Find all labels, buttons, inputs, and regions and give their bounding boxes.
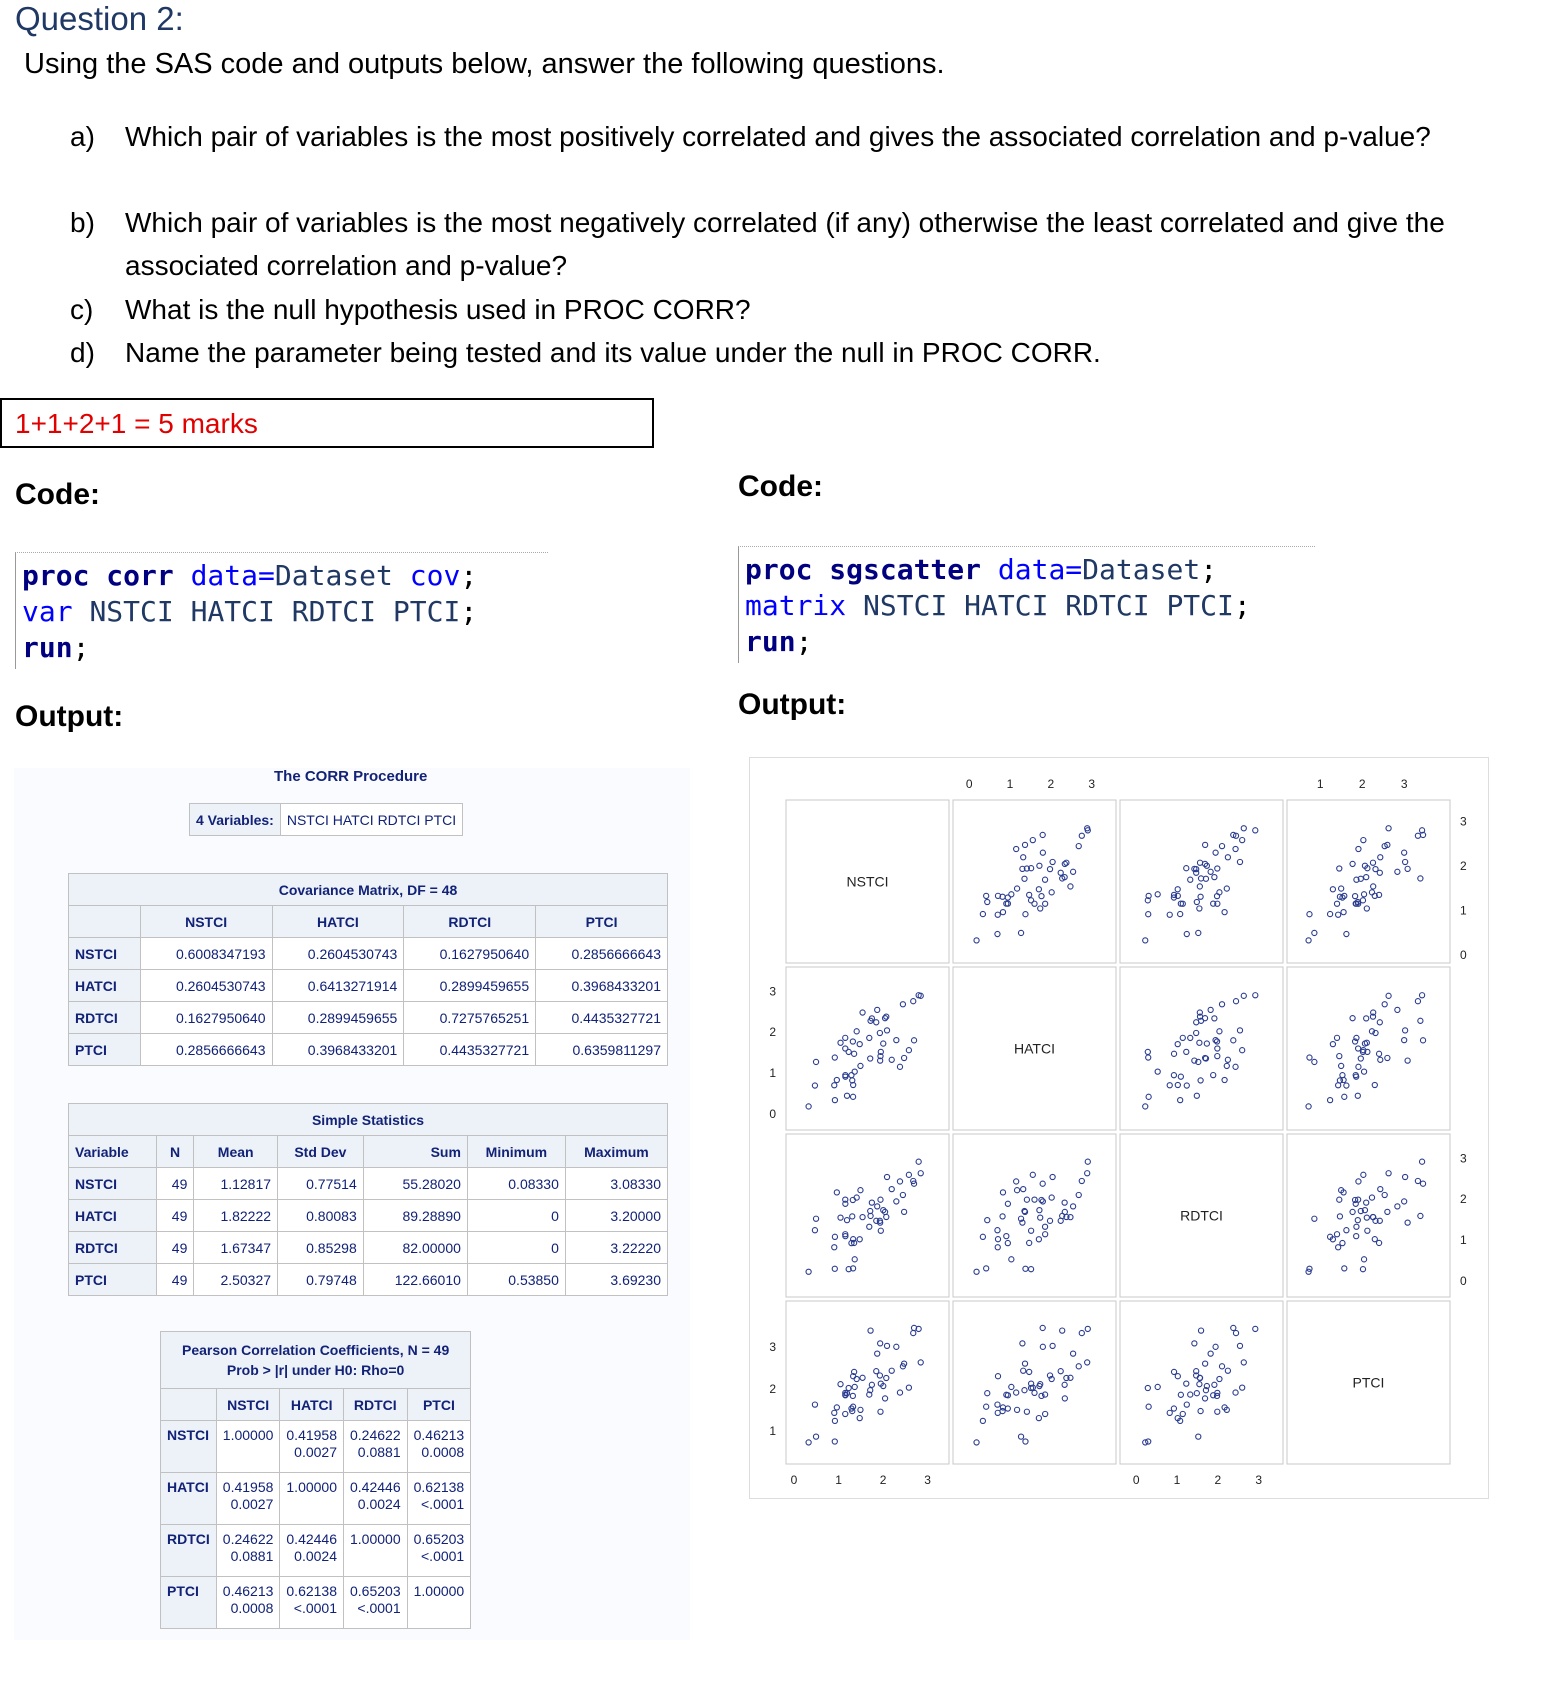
item-label: c) [70, 294, 94, 325]
corr-r: 0.65203 [350, 1583, 401, 1599]
cov-cell: 0.2899459655 [272, 1002, 404, 1034]
item-label: a) [70, 121, 95, 152]
question-item-b [70, 201, 1470, 287]
right-code-block [738, 546, 1315, 663]
row-header: PTCI [69, 1034, 141, 1066]
item-text: Which pair of variables is the most negatively correlated (if any) otherwise the least correlated and give the associated correlation and p-value? [125, 207, 1445, 281]
code-keyword: run [745, 625, 796, 658]
axis-tick-label: 1 [769, 1066, 776, 1080]
stat-cell: 55.28020 [363, 1168, 467, 1200]
row-header: HATCI [69, 970, 141, 1002]
question-item-d [70, 331, 1470, 374]
col-header: Variable [69, 1136, 157, 1168]
code-keyword: proc sgscatter [745, 553, 982, 586]
diagonal-label: NSTCI [846, 873, 889, 890]
axis-tick-label: 2 [1358, 777, 1366, 791]
col-header: NSTCI [140, 906, 272, 938]
cov-cell: 0.3968433201 [536, 970, 668, 1002]
diagonal-label: RDTCI [1180, 1207, 1223, 1224]
code-semicolon: ; [460, 595, 478, 628]
col-header: Std Dev [278, 1136, 364, 1168]
col-header: N [156, 1136, 194, 1168]
corr-cell [407, 1577, 471, 1629]
corr-p: 0.0881 [357, 1444, 401, 1460]
axis-tick-label: 2 [1214, 1473, 1222, 1487]
stat-cell: 89.28890 [363, 1200, 467, 1232]
row-header: RDTCI [69, 1232, 157, 1264]
corr-r: 1.00000 [350, 1531, 401, 1547]
cov-cell: 0.4435327721 [536, 1002, 668, 1034]
table-row [69, 938, 668, 970]
cov-cell: 0.2899459655 [404, 970, 536, 1002]
question-title: Question 2: [15, 0, 184, 37]
corr-cell [280, 1577, 344, 1629]
corr-r: 1.00000 [413, 1583, 465, 1599]
code-keyword: matrix [745, 589, 847, 622]
corr-r: 0.41958 [286, 1427, 337, 1443]
col-header: NSTCI [216, 1389, 280, 1421]
corr-p: 0.0027 [230, 1496, 274, 1512]
table-row [69, 1034, 668, 1066]
corr-p: <.0001 [421, 1496, 465, 1512]
stat-cell: 0.77514 [278, 1168, 364, 1200]
col-header: HATCI [280, 1389, 344, 1421]
stat-cell: 1.82222 [194, 1200, 278, 1232]
corr-p: <.0001 [357, 1600, 401, 1616]
corner-cell [69, 906, 141, 938]
row-header: RDTCI [69, 1002, 141, 1034]
row-header: NSTCI [69, 938, 141, 970]
diagonal-label: HATCI [1014, 1040, 1055, 1057]
axis-tick-label: 1 [1460, 903, 1467, 918]
corr-p: <.0001 [421, 1548, 465, 1564]
item-text: Which pair of variables is the most positively correlated and gives the associated correlation and p-value? [125, 121, 1431, 152]
row-header: HATCI [161, 1473, 217, 1525]
code-keyword: run [22, 631, 73, 664]
corr-r: 0.42446 [286, 1531, 337, 1547]
axis-tick-label: 0 [1460, 948, 1467, 962]
col-header: Maximum [565, 1136, 667, 1168]
code-semicolon: ; [1200, 553, 1218, 586]
cov-cell: 0.7275765251 [404, 1002, 536, 1034]
corr-r: 0.65203 [413, 1531, 465, 1547]
left-code-header: Code: [15, 478, 100, 511]
variables-table [189, 803, 463, 836]
axis-tick-label: 1 [769, 1423, 776, 1438]
stat-cell: 3.22220 [565, 1232, 667, 1264]
stat-cell: 0.79748 [278, 1264, 364, 1296]
code-option: data= [190, 559, 275, 592]
item-label: b) [70, 207, 95, 238]
corr-cell [216, 1525, 280, 1577]
cov-cell: 0.6008347193 [140, 938, 272, 970]
scatter-matrix-svg [750, 758, 1488, 1498]
matrix-cell [1287, 800, 1450, 963]
col-header: Sum [363, 1136, 467, 1168]
code-semicolon: ; [1233, 589, 1251, 622]
cov-cell: 0.6413271914 [272, 970, 404, 1002]
axis-tick-label: 2 [879, 1473, 887, 1487]
code-semicolon: ; [460, 559, 478, 592]
axis-tick-label: 3 [1255, 1473, 1263, 1487]
question-intro: Using the SAS code and outputs below, answer the following questions. [24, 48, 945, 80]
axis-tick-label: 2 [769, 1025, 776, 1040]
corr-cell [344, 1525, 408, 1577]
corr-p: 0.0024 [294, 1548, 337, 1564]
axis-tick-label: 1 [1316, 777, 1324, 791]
simple-statistics-table [68, 1103, 668, 1296]
row-header: PTCI [69, 1264, 157, 1296]
col-header: HATCI [272, 906, 404, 938]
proc-title: The CORR Procedure [274, 768, 428, 785]
axis-tick-label: 3 [924, 1473, 931, 1487]
corr-cell [216, 1421, 280, 1473]
code-vars: NSTCI HATCI RDTCI PTCI [89, 595, 461, 628]
question-item-c [70, 288, 1470, 331]
axis-tick-label: 2 [1047, 777, 1055, 791]
corr-cell [280, 1473, 344, 1525]
axis-tick-label: 1 [1173, 1473, 1181, 1487]
corr-cell [344, 1473, 408, 1525]
corr-p: 0.0008 [230, 1600, 274, 1616]
table-row [69, 1264, 668, 1296]
left-code-block [15, 552, 548, 669]
row-header: PTCI [161, 1577, 217, 1629]
table-row [69, 970, 668, 1002]
stat-cell: 0.85298 [278, 1232, 364, 1264]
corr-p: 0.0024 [357, 1496, 401, 1512]
stat-cell: 0 [467, 1232, 565, 1264]
col-header: PTCI [407, 1389, 471, 1421]
cov-cell: 0.3968433201 [272, 1034, 404, 1066]
table-row [161, 1525, 471, 1577]
code-option: cov [409, 559, 461, 592]
table-row [69, 1168, 668, 1200]
stat-cell: 2.50327 [194, 1264, 278, 1296]
cov-cell: 0.2856666643 [140, 1034, 272, 1066]
axis-tick-label: 0 [1132, 1473, 1140, 1487]
stat-cell: 0.80083 [278, 1200, 364, 1232]
row-header: NSTCI [69, 1168, 157, 1200]
pearson-caption-line1: Pearson Correlation Coefficients, N = 49 [181, 1342, 450, 1358]
corr-r: 0.46213 [222, 1583, 274, 1599]
corr-r: 0.24622 [350, 1427, 401, 1443]
corr-p: 0.0008 [421, 1444, 465, 1460]
corr-cell [344, 1421, 408, 1473]
simple-caption: Simple Statistics [69, 1104, 668, 1136]
matrix-cell [786, 1301, 949, 1464]
row-header: HATCI [69, 1200, 157, 1232]
table-row [161, 1473, 471, 1525]
cov-cell: 0.6359811297 [536, 1034, 668, 1066]
corr-cell [216, 1577, 280, 1629]
matrix-cell [1120, 967, 1283, 1130]
stat-cell: 0.53850 [467, 1264, 565, 1296]
col-header: PTCI [536, 906, 668, 938]
variables-label: 4 Variables: [190, 804, 281, 836]
col-header: RDTCI [404, 906, 536, 938]
pearson-caption-line2: Prob > |r| under H0: Rho=0 [226, 1362, 405, 1378]
stat-cell: 0 [467, 1200, 565, 1232]
corr-r: 1.00000 [222, 1427, 274, 1443]
axis-tick-label: 1 [835, 1473, 842, 1487]
corr-cell [344, 1577, 408, 1629]
pearson-table [160, 1331, 471, 1629]
corr-r: 0.62138 [413, 1479, 465, 1495]
code-vars: NSTCI HATCI RDTCI PTCI [863, 589, 1234, 622]
axis-tick-label: 2 [1460, 858, 1467, 873]
code-semicolon: ; [72, 631, 90, 664]
table-row [69, 1232, 668, 1264]
code-keyword: proc corr [22, 559, 174, 592]
axis-tick-label: 0 [769, 1106, 776, 1121]
right-code-header: Code: [738, 470, 823, 503]
table-row [161, 1421, 471, 1473]
corr-r: 0.46213 [413, 1427, 465, 1443]
stat-cell: 3.08330 [565, 1168, 667, 1200]
marks-text: 1+1+2+1 = 5 marks [15, 408, 258, 439]
code-semicolon: ; [795, 625, 813, 658]
stat-cell: 3.20000 [565, 1200, 667, 1232]
cov-cell: 0.2604530743 [140, 970, 272, 1002]
axis-tick-label: 3 [769, 1339, 776, 1354]
axis-tick-label: 3 [769, 984, 776, 999]
col-header: Mean [194, 1136, 278, 1168]
item-text: What is the null hypothesis used in PROC CORR? [125, 294, 751, 325]
corr-r: 1.00000 [286, 1479, 337, 1495]
axis-tick-label: 0 [790, 1473, 798, 1487]
axis-tick-label: 0 [965, 777, 973, 791]
code-value: Dataset [274, 559, 393, 592]
axis-tick-label: 3 [1400, 777, 1408, 791]
cov-cell: 0.1627950640 [140, 1002, 272, 1034]
corr-cell [407, 1421, 471, 1473]
corr-r: 0.42446 [350, 1479, 401, 1495]
corr-cell [407, 1473, 471, 1525]
row-header: RDTCI [161, 1525, 217, 1577]
item-label: d) [70, 337, 95, 368]
stat-cell: 1.12817 [194, 1168, 278, 1200]
cov-cell: 0.1627950640 [404, 938, 536, 970]
stat-cell: 3.69230 [565, 1264, 667, 1296]
stat-cell: 49 [156, 1168, 194, 1200]
table-row [69, 1200, 668, 1232]
corr-p: 0.0027 [294, 1444, 337, 1460]
left-output-header: Output: [15, 700, 124, 733]
matrix-cell [953, 1134, 1116, 1297]
stat-cell: 49 [156, 1232, 194, 1264]
corr-p: <.0001 [293, 1600, 337, 1616]
stat-cell: 49 [156, 1264, 194, 1296]
corr-cell [280, 1421, 344, 1473]
col-header: Minimum [467, 1136, 565, 1168]
cov-cell: 0.4435327721 [404, 1034, 536, 1066]
variables-value: NSTCI HATCI RDTCI PTCI [280, 804, 462, 836]
code-keyword: var [22, 595, 73, 628]
axis-tick-label: 3 [1460, 1151, 1467, 1166]
code-option: data= [997, 553, 1083, 586]
corr-r: 0.41958 [222, 1479, 274, 1495]
corr-r: 0.24622 [222, 1531, 274, 1547]
axis-tick-label: 2 [769, 1381, 776, 1396]
stat-cell: 1.67347 [194, 1232, 278, 1264]
axis-tick-label: 3 [1460, 814, 1467, 829]
cov-cell: 0.2856666643 [536, 938, 668, 970]
axis-tick-label: 2 [1460, 1192, 1467, 1207]
diagonal-label: PTCI [1352, 1374, 1385, 1391]
row-header: NSTCI [161, 1421, 217, 1473]
corr-cell [216, 1473, 280, 1525]
covariance-caption: Covariance Matrix, DF = 48 [69, 874, 668, 906]
code-value: Dataset [1082, 553, 1201, 586]
table-row [161, 1577, 471, 1629]
question-item-a [70, 115, 1470, 201]
axis-tick-label: 0 [1460, 1273, 1467, 1288]
pearson-caption [161, 1332, 471, 1389]
corr-output-panel [14, 768, 690, 1640]
axis-tick-label: 3 [1088, 777, 1096, 791]
col-header: RDTCI [344, 1389, 408, 1421]
corner-cell [161, 1389, 217, 1421]
stat-cell: 82.00000 [363, 1232, 467, 1264]
stat-cell: 122.66010 [363, 1264, 467, 1296]
right-output-header: Output: [738, 688, 847, 721]
item-text: Name the parameter being tested and its value under the null in PROC CORR. [125, 337, 1101, 368]
cov-cell: 0.2604530743 [272, 938, 404, 970]
corr-r: 0.62138 [286, 1583, 337, 1599]
corr-cell [407, 1525, 471, 1577]
corr-p: 0.0881 [230, 1548, 274, 1564]
covariance-table [68, 873, 668, 1066]
axis-tick-label: 1 [1006, 777, 1014, 791]
scatter-matrix-panel [749, 757, 1489, 1499]
stat-cell: 0.08330 [467, 1168, 565, 1200]
table-row [69, 1002, 668, 1034]
stat-cell: 49 [156, 1200, 194, 1232]
axis-tick-label: 1 [1460, 1233, 1467, 1247]
corr-cell [280, 1525, 344, 1577]
